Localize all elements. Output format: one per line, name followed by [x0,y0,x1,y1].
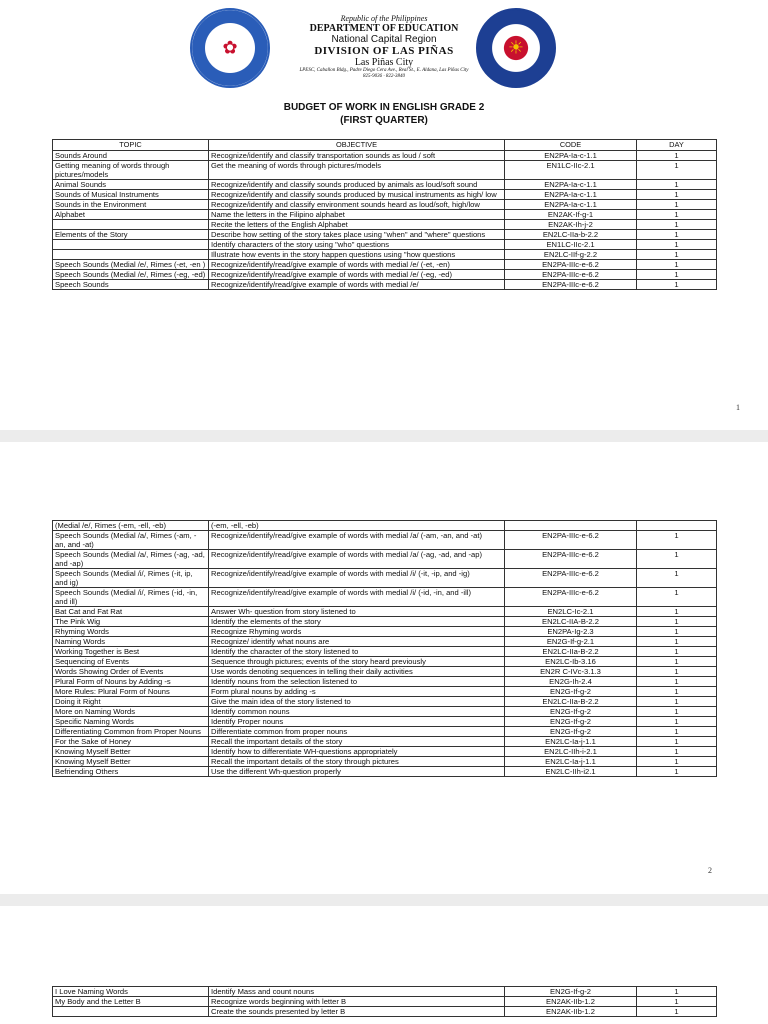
objective-cell: Identify Mass and count nouns [209,987,505,997]
code-cell: EN2LC-Ia-j-1.1 [505,757,637,767]
table-row [53,210,717,220]
objective-cell: Recognize Rhyming words [209,627,505,637]
objective-cell: Form plural nouns by adding -s [209,687,505,697]
topic-cell: My Body and the Letter B [53,997,209,1007]
table-row [53,240,717,250]
objective-cell: Recognize/identify/read/give example of words with medial /a/ (-ag, -ad, and -ap) [209,550,505,569]
code-cell: EN2LC-IIa-B-2.2 [505,647,637,657]
day-cell: 1 [637,1007,717,1017]
day-cell: 1 [637,607,717,617]
day-cell: 1 [637,757,717,767]
objective-cell: Recognize/identify/read/give example of words with medial /i/ (-id, -in, and -ill) [209,588,505,607]
objective-cell: Recognize/identify/read/give example of words with medial /e/ (-eg, -ed) [209,270,505,280]
topic-cell: Rhyming Words [53,627,209,637]
day-cell: 1 [637,588,717,607]
objective-cell: Create the sounds presented by letter B [209,1007,505,1017]
day-cell: 1 [637,727,717,737]
day-cell: 1 [637,677,717,687]
day-header: DAY [637,140,717,151]
table-row [53,667,717,677]
topic-cell: Speech Sounds [53,280,209,290]
topic-cell: Speech Sounds (Medial /a/, Rimes (-ag, -ad, and -ap) [53,550,209,569]
objective-cell: Illustrate how events in the story happen questions using "how questions [209,250,505,260]
day-cell: 1 [637,210,717,220]
document-subtitle: (FIRST QUARTER) [340,115,428,126]
topic-cell: Befriending Others [53,767,209,777]
page-2 [0,442,768,894]
objective-cell: Identify characters of the story using "who" questions [209,240,505,250]
objective-cell: Recognize/identify and classify sounds produced by animals as loud/soft sound [209,180,505,190]
table-row [53,151,717,161]
topic-cell: Sequencing of Events [53,657,209,667]
objective-cell: Recall the important details of the story through pictures [209,757,505,767]
page-number: 2 [708,866,712,875]
code-cell: EN2G-If-g-2 [505,707,637,717]
topic-cell: Alphabet [53,210,209,220]
topic-cell: The Pink Wig [53,617,209,627]
table-row [53,161,717,180]
table-row [53,987,717,997]
code-cell: EN2LC-Ib-3.16 [505,657,637,667]
table-row [53,1007,717,1017]
table-row [53,270,717,280]
code-cell: EN2PA-Ig-2.3 [505,627,637,637]
objective-cell: Identify how to differentiate WH-questions appropriately [209,747,505,757]
table-row [53,250,717,260]
day-cell: 1 [637,240,717,250]
day-cell: 1 [637,280,717,290]
table-row [53,997,717,1007]
day-cell: 1 [637,550,717,569]
topic-cell: I Love Naming Words [53,987,209,997]
table-row [53,280,717,290]
code-cell: EN2AK-If-g-1 [505,210,637,220]
code-cell: EN2PA-Ia-c-1.1 [505,180,637,190]
topic-cell: For the Sake of Honey [53,737,209,747]
table-row [53,607,717,617]
topic-cell: More on Naming Words [53,707,209,717]
table-row [53,190,717,200]
day-cell: 1 [637,180,717,190]
table-row [53,230,717,240]
day-cell: 1 [637,161,717,180]
budget-table-page-3 [52,986,717,1017]
code-cell: EN2LC-IIf-g-2.2 [505,250,637,260]
table-row [53,697,717,707]
day-cell [637,521,717,531]
table-row [53,260,717,270]
topic-cell: Sounds of Musical Instruments [53,190,209,200]
day-cell: 1 [637,250,717,260]
code-cell: EN2G-If-g-2 [505,987,637,997]
objective-cell: Recognize/identify and classify transportation sounds as loud / soft [209,151,505,161]
code-cell: EN2LC-IIh-i-2.1 [505,747,637,757]
day-cell: 1 [637,737,717,747]
objective-cell: Identify Proper nouns [209,717,505,727]
topic-cell: (Medial /e/, Rimes (-em, -ell, -eb) [53,521,209,531]
code-cell: EN1LC-IIc-2.1 [505,161,637,180]
topic-cell: Speech Sounds (Medial /a/, Rimes (-am, -an, and -at) [53,531,209,550]
topic-cell: Knowing Myself Better [53,757,209,767]
topic-cell: Getting meaning of words through pictures/models [53,161,209,180]
document-title: BUDGET OF WORK IN ENGLISH GRADE 2 [283,102,485,113]
code-cell: EN2PA-IIIc-e-6.2 [505,550,637,569]
objective-cell: (-em, -ell, -eb) [209,521,505,531]
department-label: DEPARTMENT OF EDUCATION [309,23,459,34]
republic-label: Republic of the Philippines [340,14,428,23]
code-cell: EN2R C-IVc-3.1.3 [505,667,637,677]
objective-cell: Recognize/identify/read/give example of words with medial /a/ (-am, -an, and -at) [209,531,505,550]
code-cell: EN2G-If-g-2 [505,717,637,727]
day-cell: 1 [637,569,717,588]
table-row [53,677,717,687]
topic-cell: Doing it Right [53,697,209,707]
day-cell: 1 [637,747,717,757]
table-row [53,717,717,727]
topic-cell: Working Together is Best [53,647,209,657]
day-cell: 1 [637,531,717,550]
code-cell: EN2PA-Ia-c-1.1 [505,190,637,200]
topic-cell: Speech Sounds (Medial /i/, Rimes (-it, ip, and ig) [53,569,209,588]
page-number: 1 [736,403,740,412]
topic-cell: Specific Naming Words [53,717,209,727]
code-cell: EN2LC-IIh-i2.1 [505,767,637,777]
objective-cell: Identify nouns from the selection listened to [209,677,505,687]
topic-header: TOPIC [53,140,209,151]
table-row [53,627,717,637]
division-seal-icon: ✿ [190,8,270,88]
day-cell: 1 [637,627,717,637]
objective-cell: Identify the character of the story listened to [209,647,505,657]
objective-cell: Recognize/identify/read/give example of words with medial /i/ (-it, -ip, and -ig) [209,569,505,588]
code-cell: EN2PA-IIIc-e-6.2 [505,260,637,270]
day-cell: 1 [637,637,717,647]
day-cell: 1 [637,200,717,210]
code-cell: EN2G-If-g-2.1 [505,637,637,647]
code-cell: EN2PA-IIIc-e-6.2 [505,569,637,588]
deped-seal-icon: ☀ [476,8,556,88]
topic-cell: Animal Sounds [53,180,209,190]
table-row [53,707,717,717]
code-cell: EN1LC-IIc-2.1 [505,240,637,250]
code-header: CODE [505,140,637,151]
region-label: National Capital Region [331,34,437,45]
topic-cell: More Rules: Plural Form of Nouns [53,687,209,697]
topic-cell: Speech Sounds (Medial /e/, Rimes (-et, -en ) [53,260,209,270]
topic-cell: Differentiating Common from Proper Nouns [53,727,209,737]
day-cell: 1 [637,667,717,677]
table-row [53,687,717,697]
day-cell: 1 [637,190,717,200]
topic-cell: Elements of the Story [53,230,209,240]
page-3 [0,906,768,1024]
code-cell: EN2AK-Ih-j-2 [505,220,637,230]
topic-cell [53,220,209,230]
table-row [53,647,717,657]
objective-cell: Recognize/identify and classify environment sounds heard as loud/soft, high/low [209,200,505,210]
table-row [53,617,717,627]
day-cell: 1 [637,707,717,717]
topic-cell: Naming Words [53,637,209,647]
topic-cell [53,240,209,250]
table-row [53,657,717,667]
day-cell: 1 [637,270,717,280]
objective-cell: Recall the important details of the story [209,737,505,747]
objective-cell: Identify the elements of the story [209,617,505,627]
day-cell: 1 [637,151,717,161]
objective-cell: Differentiate common from proper nouns [209,727,505,737]
code-cell: EN2PA-Ia-c-1.1 [505,200,637,210]
day-cell: 1 [637,657,717,667]
day-cell: 1 [637,997,717,1007]
budget-table-page-1 [52,139,717,290]
city-label: Las Piñas City [354,57,414,68]
objective-cell: Get the meaning of words through pictures/models [209,161,505,180]
code-cell: EN2G-If-g-2 [505,687,637,697]
phone-label: 825-9036 · 822-3840 [362,74,406,79]
table-row [53,767,717,777]
code-cell: EN2PA-IIIc-e-6.2 [505,588,637,607]
code-cell: EN2PA-IIIc-e-6.2 [505,280,637,290]
letterhead [260,14,508,80]
table-row [53,200,717,210]
topic-cell: Sounds Around [53,151,209,161]
code-cell [505,521,637,531]
table-row [53,180,717,190]
table-row [53,747,717,757]
table-header-row [53,140,717,151]
code-cell: EN2LC-IIa-b-2.2 [505,230,637,240]
code-cell: EN2LC-Ic-2.1 [505,607,637,617]
objective-cell: Answer Wh- question from story listened to [209,607,505,617]
day-cell: 1 [637,647,717,657]
objective-cell: Recognize words beginning with letter B [209,997,505,1007]
table-row [53,220,717,230]
topic-cell [53,1007,209,1017]
topic-cell: Knowing Myself Better [53,747,209,757]
table-row [53,757,717,767]
code-cell: EN2G-Ih-2.4 [505,677,637,687]
day-cell: 1 [637,220,717,230]
day-cell: 1 [637,687,717,697]
objective-cell: Recite the letters of the English Alphabet [209,220,505,230]
code-cell: EN2PA-IIIc-e-6.2 [505,270,637,280]
code-cell: EN2LC-IIA-B-2.2 [505,617,637,627]
topic-cell: Words Showing Order of Events [53,667,209,677]
code-cell: EN2LC-IIa-B-2.2 [505,697,637,707]
document-title-block [0,101,768,127]
topic-cell: Plural Form of Nouns by Adding -s [53,677,209,687]
day-cell: 1 [637,260,717,270]
page-1 [0,0,768,430]
code-cell: EN2PA-Ia-c-1.1 [505,151,637,161]
objective-cell: Describe how setting of the story takes place using "when" and "where" questions [209,230,505,240]
table-row [53,588,717,607]
code-cell: EN2LC-Ia-j-1.1 [505,737,637,747]
objective-cell: Use the different Wh-question properly [209,767,505,777]
topic-cell [53,250,209,260]
objective-cell: Recognize/identify/read/give example of words with medial /e/ (-et, -en) [209,260,505,270]
table-row [53,569,717,588]
division-label: DIVISION OF LAS PIÑAS [314,45,454,57]
table-row [53,637,717,647]
code-cell: EN2AK-IIb-1.2 [505,997,637,1007]
day-cell: 1 [637,717,717,727]
day-cell: 1 [637,697,717,707]
topic-cell: Sounds in the Environment [53,200,209,210]
table-row [53,727,717,737]
objective-cell: Identify common nouns [209,707,505,717]
day-cell: 1 [637,767,717,777]
objective-header: OBJECTIVE [209,140,505,151]
code-cell: EN2G-If-g-2 [505,727,637,737]
objective-cell: Use words denoting sequences in telling their daily activities [209,667,505,677]
day-cell: 1 [637,987,717,997]
table-row [53,550,717,569]
code-cell: EN2PA-IIIc-e-6.2 [505,531,637,550]
topic-cell: Bat Cat and Fat Rat [53,607,209,617]
table-row [53,737,717,747]
day-cell: 1 [637,230,717,240]
objective-cell: Recognize/identify/read/give example of words with medial /e/ [209,280,505,290]
objective-cell: Name the letters in the Filipino alphabet [209,210,505,220]
topic-cell: Speech Sounds (Medial /i/, Rimes (-id, -in, and ill) [53,588,209,607]
table-row [53,521,717,531]
objective-cell: Recognize/ identify what nouns are [209,637,505,647]
topic-cell: Speech Sounds (Medial /e/, Rimes (-eg, -ed) [53,270,209,280]
table-row [53,531,717,550]
address-label: LPESC, Caballon Bldg., Padre Diego Cera Ave., Real St., E. Aldana, Las Piñas City [299,68,469,73]
objective-cell: Sequence through pictures; events of the story heard previously [209,657,505,667]
objective-cell: Give the main idea of the story listened to [209,697,505,707]
objective-cell: Recognize/identify and classify sounds produced by musical instruments as high/ low [209,190,505,200]
day-cell: 1 [637,617,717,627]
code-cell: EN2AK-IIb-1.2 [505,1007,637,1017]
budget-table-page-2 [52,520,717,777]
